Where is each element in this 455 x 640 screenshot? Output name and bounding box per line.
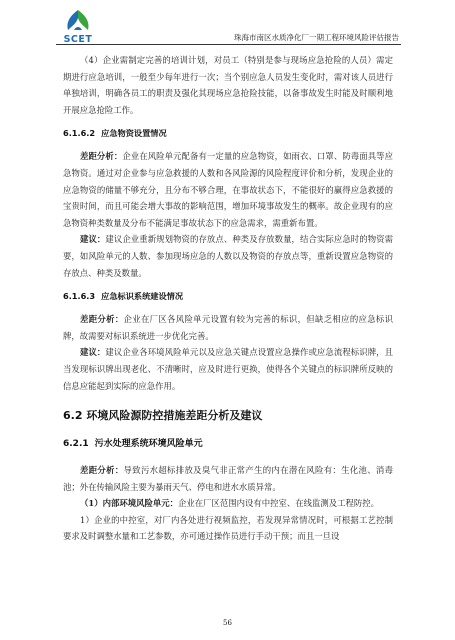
section-heading-6-1-6-3 bbox=[63, 288, 393, 304]
paragraph-suggestion-supplies bbox=[63, 231, 393, 281]
text-gap-analysis: 导致污水超标排放及臭气非正常产生的内在潜在风险有：生化池、消毒池；外在传输风险主要为暴雨天气、停电和进水水质异常。 bbox=[63, 465, 394, 492]
section-title: 应急标识系统建设情况 bbox=[101, 291, 184, 302]
label-internal-risk-unit: （1）内部环境风险单元： bbox=[80, 498, 178, 509]
document-body bbox=[63, 52, 393, 545]
label-suggestion: 建议： bbox=[80, 234, 106, 245]
section-heading-6-2: 6.2 环境风险源防控措施差距分析及建议 bbox=[63, 409, 263, 423]
paragraph-internal-risk-unit bbox=[63, 495, 393, 512]
label-gap-analysis: 差距分析： bbox=[80, 151, 123, 162]
label-gap-analysis: 差距分析： bbox=[80, 314, 124, 325]
logo-text: SCET bbox=[63, 34, 93, 45]
text-suggestion: 建议企业重新规划物资的存放点、种类及存放数量，结合实际应急时的物资需要，如风险单元的人数、参加现场应急的人数以及物资的存放点等，重新设置应急物资的存放点、种类及数量。 bbox=[63, 234, 394, 278]
section-number: 6.2.1 bbox=[63, 439, 89, 450]
label-gap-analysis: 差距分析： bbox=[80, 465, 124, 476]
text-gap-analysis: 企业在厂区各风险单元设置有较为完善的标识，但缺乏相应的应急标识牌，故需要对标识系统进一步优化完善。 bbox=[63, 314, 394, 341]
page-number: 56 bbox=[223, 619, 232, 627]
label-suggestion: 建议： bbox=[80, 347, 106, 358]
logo-icon bbox=[56, 8, 100, 34]
paragraph-gap-analysis-sewage bbox=[63, 462, 393, 495]
paragraph-control-room: 1）企业的中控室，对厂内各处进行视频监控，若发现异常情况时，可根据工艺控制要求及时调整水量和工艺参数，亦可通过操作员进行手动干预；而且一旦设 bbox=[63, 514, 393, 542]
section-number: 6.1.6.3 bbox=[63, 291, 96, 302]
page-header bbox=[0, 0, 455, 46]
header-divider bbox=[56, 44, 401, 45]
paragraph-suggestion-signage bbox=[63, 344, 393, 394]
section-heading-6-2-1 bbox=[63, 436, 393, 452]
paragraph-training-plan: （4）企业需制定完善的培训计划，对员工（特别是参与现场应急抢险的人员）需定期进行应急培训，一般至少每年进行一次；当个别应急人员发生变化时，需对该人员进行单独培训，明确各员工的职责及强化其现场应急抢险技能，以备事故发生时能及时顺利地开展应急抢险工作。 bbox=[63, 55, 393, 115]
scet-logo bbox=[56, 8, 100, 44]
section-title: 应急物资设置情况 bbox=[101, 128, 167, 139]
section-heading-6-1-6-2 bbox=[63, 125, 393, 141]
paragraph-gap-analysis-supplies bbox=[63, 148, 393, 231]
section-number: 6.1.6.2 bbox=[63, 128, 96, 139]
text-suggestion: 建议企业各环境风险单元以及应急关键点设置应急操作或应急流程标识牌，且当发现标识牌出现老化、不清晰时，应及时进行更换，使得各个关键点的标识牌所反映的信息应能起到实际的应急作用。 bbox=[63, 347, 394, 391]
text-internal-risk-unit: 企业在厂区范围内设有中控室、在线监测及工程防控。 bbox=[177, 498, 379, 509]
section-title: 污水处理系统环境风险单元 bbox=[94, 439, 203, 450]
text-gap-analysis: 企业在风险单元配备有一定量的应急物资，如雨衣、口罩、防毒面具等应急物资。通过对企业参与应急救援的人数和各风险源的风险程度评价和分析，发现企业的应急物资的储量不够充分，且分布不够合理，在事故状态下，不能很好的赢得应急救援的宝贵时间，而且可能会增大事故的影响范围，增加环境事故发生的概率。故企业现有的应急物资种类数量及分布不能满足事故状态下的应急需求，需重新布置。 bbox=[63, 151, 394, 228]
report-title: 珠海市南区水质净化厂一期工程环境风险评估报告 bbox=[234, 33, 399, 42]
paragraph-gap-analysis-signage bbox=[63, 311, 393, 344]
